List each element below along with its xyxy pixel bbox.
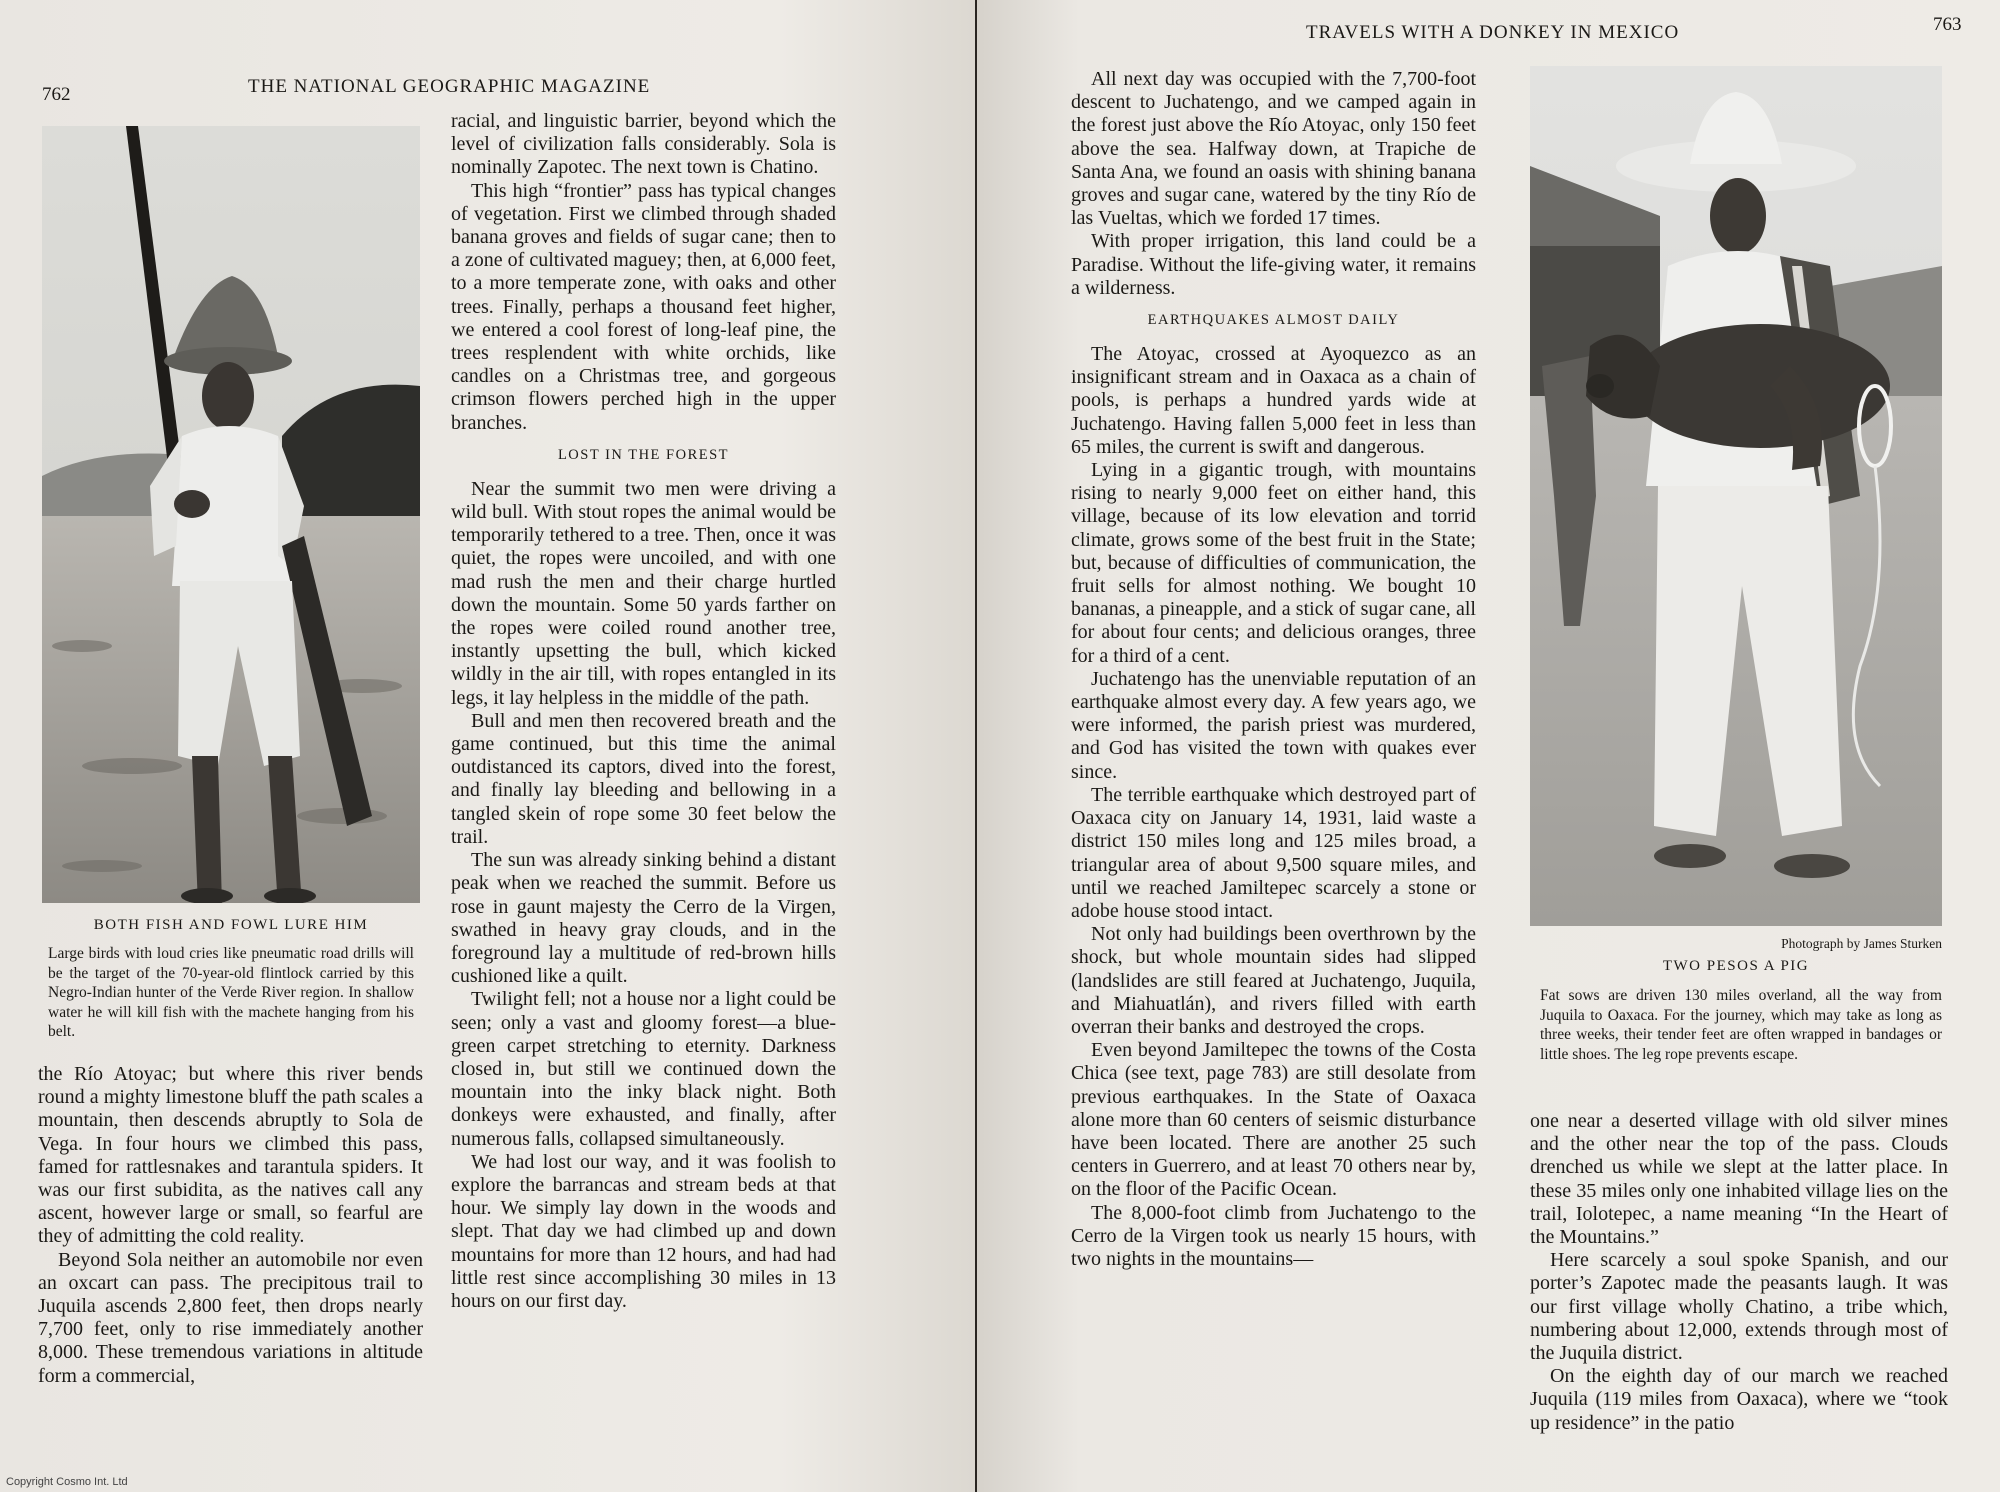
paragraph: Beyond Sola neither an automobile nor even an oxcart can pass. The precipitous trail to Juquila ascends 2,800 feet, then drops nearly 7,700 feet, only to rise immediately another 8,000. These tremendous variations in altitude form a commercial,: [38, 1248, 423, 1387]
section-heading-lost-in-the-forest: LOST IN THE FOREST: [557, 446, 730, 463]
paragraph: This high “frontier” pass has typical changes of vegetation. First we climbed through shaded banana groves and fields of sugar cane; then to a zone of cultivated maguey; then, at 6,000 feet, to a more temperate zone, with oaks and other trees. Finally, perhaps a thousand feet higher, we entered a cool forest of long-leaf pine, the trees resplendent with white orchids, like candles on a Christmas tree, and gorgeous crimson flowers perched high in the upper branches.: [451, 179, 836, 434]
paragraph: The Atoyac, crossed at Ayoquezco as an insignificant stream and in Oaxaca as a chain of pools, is perhaps a hundred yards wide at Juchatengo. Having fallen 5,000 feet in less than 65 miles, the current is swift and dangerous.: [1071, 343, 1476, 458]
running-head-left: THE NATIONAL GEOGRAPHIC MAGAZINE: [248, 76, 651, 97]
paragraph: With proper irrigation, this land could be a Paradise. Without the life-giving water, it remains a wilderness.: [1071, 230, 1476, 299]
left-column-1: [38, 1063, 423, 1388]
caption-title-right: TWO PESOS A PIG: [1662, 958, 1810, 974]
right-column-2: [1530, 1110, 1948, 1435]
paragraph: Bull and men then recovered breath and the game continued, but this time the animal outdistanced its captors, dived into the forest, and finally lay bleeding and bellowing in a tangled skein of rope some 30 feet below the trail.: [451, 709, 836, 848]
right-page: [977, 0, 2000, 1492]
paragraph: racial, and linguistic barrier, beyond which the level of civilization falls considerably. Sola is nominally Zapotec. The next town is Chatino.: [451, 110, 836, 179]
caption-right: Fat sows are driven 130 miles overland, all the way from Juquila to Oaxaca. For the journey, which may take as long as three weeks, their tender feet are often wrapped in bandages or little shoes. The leg rope prevents escape.: [1540, 987, 1942, 1063]
page-number-right: 763: [1933, 14, 1962, 35]
paragraph: The 8,000-foot climb from Juchatengo to the Cerro de la Virgen took us nearly 15 hours, with two nights in the mountains—: [1071, 1201, 1476, 1270]
pig-photo: [1530, 66, 1942, 926]
paragraph: Here scarcely a soul spoke Spanish, and our porter’s Zapotec made the peasants laugh. It was our first village wholly Chatino, a tribe which, numbering about 12,000, extends through most of the Juquila district.: [1530, 1249, 1948, 1365]
photo-credit: Photograph by James Sturken: [1781, 936, 1942, 951]
section-heading-earthquakes: EARTHQUAKES ALMOST DAILY: [1147, 312, 1400, 329]
paragraph: The terrible earthquake which destroyed part of Oaxaca city on January 14, 1931, laid waste a district 150 miles long and 125 miles broad, a triangular area of about 9,500 square miles, and until we reached Jamiltepec scarcely a stone or adobe house stood intact.: [1071, 783, 1476, 922]
right-column-1: [1071, 68, 1476, 1271]
paragraph: All next day was occupied with the 7,700-foot descent to Juchatengo, and we camped again in the forest just above the Río Atoyac, only 150 feet above the sea. Halfway down, at Trapiche de Santa Ana, we found an oasis with shining banana groves and sugar cane, watered by the tiny Río de las Vueltas, which we forded 17 times.: [1071, 68, 1476, 230]
left-page: [0, 0, 975, 1492]
paragraph: Lying in a gigantic trough, with mountains rising to nearly 9,000 feet on either hand, this village, because of its low elevation and torrid climate, grows some of the best fruit in the State; but, because of difficulties of communication, the fruit sells for almost nothing. We bought 10 bananas, a pineapple, and a stick of sugar cane, all for about four cents; and delicious oranges, three for a third of a cent.: [1071, 459, 1476, 667]
caption-title-left: BOTH FISH AND FOWL LURE HIM: [93, 917, 369, 933]
caption-left: Large birds with loud cries like pneumatic road drills will be the target of the 70-year-old flintlock carried by this Negro-Indian hunter of the Verde River region. In shallow water he will kill fish with the machete hanging from his belt.: [48, 945, 414, 1040]
page-number-left: 762: [42, 84, 71, 105]
copyright-notice: Copyright Cosmo Int. Ltd: [6, 1476, 128, 1488]
paragraph: Near the summit two men were driving a wild bull. With stout ropes the animal would be temporarily tethered to a tree. Then, once it was quiet, the ropes were uncoiled, and with one mad rush the men and their charge hurtled down the mountain. Some 50 yards farther on the ropes were coiled round another tree, instantly upsetting the bull, which kicked wildly in the air till, with ropes entangled in its legs, it lay helpless in the middle of the path.: [451, 477, 836, 709]
paragraph: one near a deserted village with old silver mines and the other near the top of the pass. Clouds drenched us while we slept at the latter place. In these 35 miles only one inhabited village lies on the trail, Iolotepec, a name meaning “In the Heart of the Mountains.”: [1530, 1110, 1948, 1249]
paragraph: On the eighth day of our march we reached Juquila (119 miles from Oaxaca), where we “took up residence” in the patio: [1530, 1365, 1948, 1434]
left-column-2: [451, 110, 836, 1313]
hunter-photo: [42, 126, 420, 903]
paragraph: Twilight fell; not a house nor a light could be seen; only a vast and gloomy forest—a blue-green carpet stretching to eternity. Darkness closed in, but still we continued down the mountain into the inky black night. Both donkeys were exhausted, and finally, after numerous falls, collapsed simultaneously.: [451, 988, 836, 1150]
running-head-right: TRAVELS WITH A DONKEY IN MEXICO: [1306, 22, 1680, 43]
paragraph: Not only had buildings been overthrown by the shock, but whole mountain sides had slipped (landslides are still feared at Juchatengo, Juquila, and Miahuatlán), and rivers filled with earth overran their banks and destroyed the crops.: [1071, 923, 1476, 1038]
paragraph: The sun was already sinking behind a distant peak when we reached the summit. Before us rose in gaunt majesty the Cerro de la Virgen, swathed in heavy gray clouds, and in the foreground lay a multitude of red-brown hills cushioned like a quilt.: [451, 849, 836, 988]
paragraph: the Río Atoyac; but where this river bends round a mighty limestone bluff the path scales a mountain, then descends abruptly to Sola de Vega. In four hours we climbed this pass, famed for rattlesnakes and tarantula spiders. It was our first subidita, as the natives call any ascent, however large or small, so fearful are they of admitting the cold reality.: [38, 1063, 423, 1248]
paragraph: Juchatengo has the unenviable reputation of an earthquake almost every day. A few years ago, we were informed, the parish priest was murdered, and God has visited the town with quakes ever since.: [1071, 667, 1476, 783]
paragraph: We had lost our way, and it was foolish to explore the barrancas and stream beds at that hour. We simply lay down in the woods and slept. That day we had climbed up and down mountains for more than 12 hours, and had had little rest since accomplishing 30 miles in 13 hours on our first day.: [451, 1150, 836, 1312]
paragraph: Even beyond Jamiltepec the towns of the Costa Chica (see text, page 783) are still desolate from previous earthquakes. In the State of Oaxaca alone more than 60 centers of seismic disturbance have been located. There are another 25 such centers in Guerrero, and at least 70 others near by, on the floor of the Pacific Ocean.: [1071, 1039, 1476, 1201]
